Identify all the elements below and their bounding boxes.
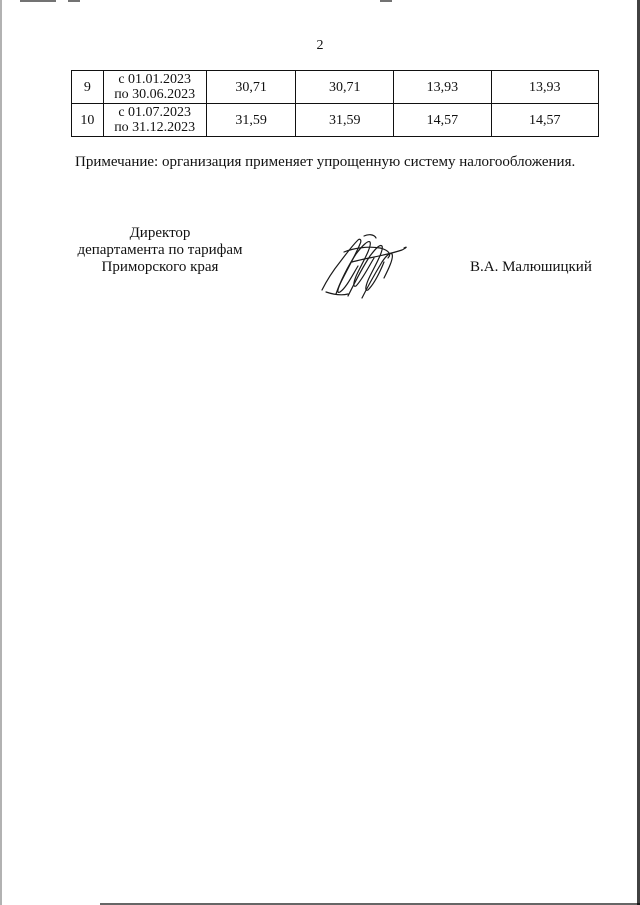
value-cell: 14,57 [491, 104, 598, 137]
tariff-table [71, 70, 599, 137]
value-cell: 14,57 [394, 104, 492, 137]
handwritten-signature [318, 232, 410, 302]
position-line-2: департамента по тарифам [77, 242, 243, 258]
value-cell: 30,71 [206, 71, 296, 104]
value-cell: 30,71 [296, 71, 394, 104]
scan-edge-top [20, 0, 620, 2]
position-line-3: Приморского края [101, 259, 219, 275]
table-row [72, 71, 599, 104]
period-cell [103, 104, 206, 137]
row-number: 9 [72, 71, 104, 104]
period-cell [103, 71, 206, 104]
page-number: 2 [316, 38, 324, 53]
value-cell: 31,59 [206, 104, 296, 137]
period-from: с 01.07.2023 [118, 105, 192, 120]
period-to: по 30.06.2023 [114, 87, 196, 102]
signer-name: В.А. Малюшицкий [470, 259, 592, 275]
period-from: с 01.01.2023 [118, 72, 192, 87]
note-text: Примечание: организация применяет упрощенную систему налогообложения. [75, 154, 576, 170]
row-number: 10 [72, 104, 104, 137]
position-line-1: Директор [129, 225, 191, 241]
period-to: по 31.12.2023 [114, 120, 196, 135]
value-cell: 13,93 [491, 71, 598, 104]
scan-edge-left [0, 0, 2, 905]
table-row [72, 104, 599, 137]
signatory-position [60, 225, 260, 276]
value-cell: 31,59 [296, 104, 394, 137]
value-cell: 13,93 [394, 71, 492, 104]
